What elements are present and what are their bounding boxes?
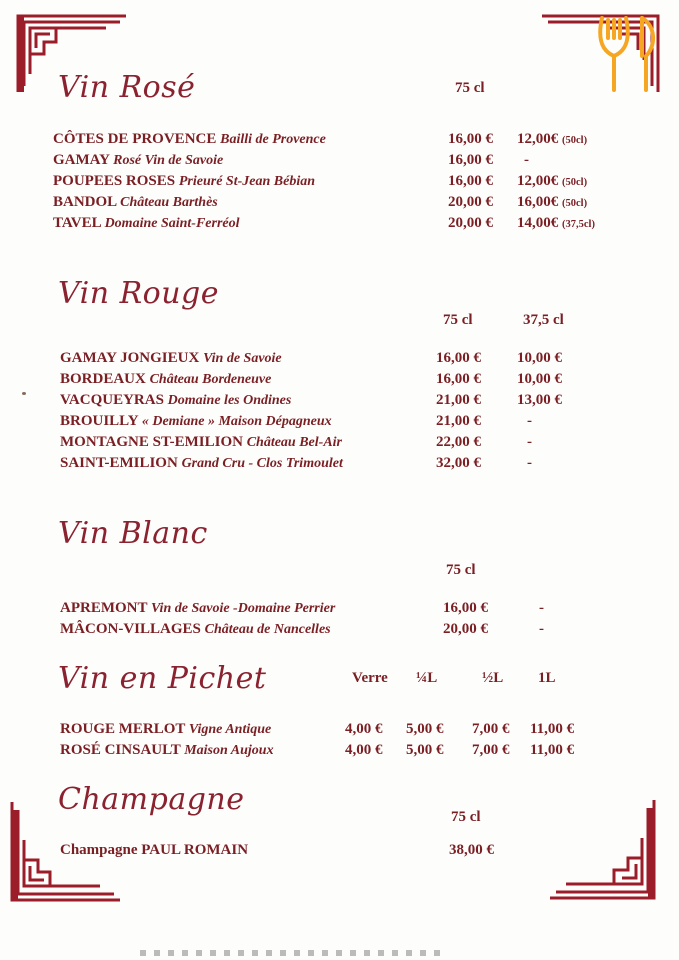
price-37-5cl: 10,00 €	[517, 350, 562, 366]
wine-description: « Demiane » Maison Dépagneux	[141, 414, 332, 429]
corner-ornament-bottom-right	[548, 798, 658, 902]
price-one-litre: 11,00 €	[530, 742, 575, 758]
volume-note: (50cl)	[562, 177, 588, 188]
wine-name: TAVEL	[53, 215, 101, 231]
wine-description: Château Bel-Air	[246, 435, 342, 450]
wine-row	[53, 194, 218, 211]
price-small	[517, 194, 587, 211]
wine-description: Vin de Savoie	[203, 351, 282, 366]
wine-name: VACQUEYRAS	[60, 392, 164, 408]
price-37-5cl: -	[527, 455, 532, 471]
price-75cl: 21,00 €	[436, 413, 481, 429]
price-half-litre: 7,00 €	[472, 742, 510, 758]
wine-name: BROUILLY	[60, 413, 139, 429]
column-header-75cl: 75 cl	[451, 809, 481, 825]
wine-description: Vin de Savoie -Domaine Perrier	[150, 601, 336, 616]
wine-row	[60, 600, 335, 617]
wine-description: Domaine les Ondines	[167, 393, 292, 408]
wine-name: SAINT-EMILION	[60, 455, 178, 471]
price-quarter-litre: 5,00 €	[406, 742, 444, 758]
price-75cl: 38,00 €	[449, 842, 494, 858]
wine-row	[60, 721, 271, 738]
column-header-75cl: 75 cl	[443, 312, 473, 328]
column-header-quarter-litre: ¼L	[416, 670, 438, 686]
wine-name: ROSÉ CINSAULT	[60, 742, 181, 758]
wine-name: BORDEAUX	[60, 371, 146, 387]
wine-description: Rosé Vin de Savoie	[113, 153, 224, 168]
wine-description: Château Bordeneuve	[149, 372, 272, 387]
price-75cl: 21,00 €	[436, 392, 481, 408]
price-small	[517, 131, 587, 148]
wine-name: POUPEES ROSES	[53, 173, 176, 189]
price-verre: 4,00 €	[345, 721, 383, 737]
price-value: 12,00€	[517, 131, 559, 147]
price-small	[517, 215, 595, 232]
price-quarter-litre: 5,00 €	[406, 721, 444, 737]
column-header-37-5cl: 37,5 cl	[523, 312, 564, 328]
column-header-verre: Verre	[352, 670, 388, 686]
price-one-litre: 11,00 €	[530, 721, 575, 737]
price-75cl: 16,00 €	[443, 600, 488, 616]
price-small	[517, 173, 587, 190]
price-37-5cl: -	[527, 434, 532, 450]
wine-description: Grand Cru - Clos Trimoulet	[181, 456, 343, 471]
wine-name: APREMONT	[60, 600, 148, 616]
price-half-litre: 7,00 €	[472, 721, 510, 737]
wine-description: Vigne Antique	[188, 722, 272, 737]
wine-name: CÔTES DE PROVENCE	[53, 131, 217, 147]
wine-name: BANDOL	[53, 194, 117, 210]
price-75cl: 16,00 €	[448, 152, 493, 168]
wine-name: MÂCON-VILLAGES	[60, 621, 201, 637]
price-verre: 4,00 €	[345, 742, 383, 758]
price-75cl: 16,00 €	[448, 173, 493, 189]
scan-edge-marks	[140, 950, 440, 956]
column-header-half-litre: ½L	[482, 670, 504, 686]
wine-row	[60, 842, 248, 859]
volume-note: (50cl)	[562, 135, 588, 146]
wine-name: Champagne PAUL ROMAIN	[60, 842, 249, 858]
price-37-5cl: -	[527, 413, 532, 429]
price-dash: -	[539, 621, 544, 637]
wine-row	[53, 173, 315, 190]
section-title-rouge: Vin Rouge	[58, 276, 220, 311]
scan-speck	[22, 392, 26, 395]
price-75cl: 32,00 €	[436, 455, 481, 471]
wine-description: Prieuré St-Jean Bébian	[178, 174, 315, 189]
section-title-blanc: Vin Blanc	[58, 516, 208, 551]
column-header-75cl: 75 cl	[455, 80, 485, 96]
wine-row	[60, 742, 274, 759]
wine-name: GAMAY	[53, 152, 110, 168]
wine-name: ROUGE MERLOT	[60, 721, 186, 737]
section-title-champagne: Champagne	[58, 782, 245, 817]
wine-row	[60, 434, 342, 451]
price-37-5cl: 10,00 €	[517, 371, 562, 387]
wine-row	[53, 215, 240, 232]
wine-description: Château de Nancelles	[204, 622, 331, 637]
wine-row	[60, 455, 343, 472]
price-75cl: 16,00 €	[436, 371, 481, 387]
section-title-pichet: Vin en Pichet	[58, 661, 267, 696]
volume-note: (37,5cl)	[562, 219, 595, 230]
wine-row	[60, 621, 331, 638]
wine-row	[60, 371, 271, 388]
price-value: 16,00€	[517, 194, 559, 210]
wine-description: Bailli de Provence	[220, 132, 326, 147]
section-title-rose: Vin Rosé	[58, 70, 196, 105]
wine-row	[53, 152, 223, 169]
price-small: -	[524, 152, 529, 168]
wine-row	[60, 413, 332, 430]
price-75cl: 20,00 €	[448, 215, 493, 231]
price-value: 12,00€	[517, 173, 559, 189]
wine-description: Maison Aujoux	[184, 743, 274, 758]
column-header-one-litre: 1L	[538, 670, 556, 686]
price-75cl: 20,00 €	[443, 621, 488, 637]
price-75cl: 20,00 €	[448, 194, 493, 210]
wine-row	[60, 392, 291, 409]
price-37-5cl: 13,00 €	[517, 392, 562, 408]
wine-description: Domaine Saint-Ferréol	[104, 216, 240, 231]
price-value: 14,00€	[517, 215, 559, 231]
wine-description: Château Barthès	[120, 195, 218, 210]
column-header-75cl: 75 cl	[446, 562, 476, 578]
wine-row	[60, 350, 282, 367]
price-75cl: 16,00 €	[436, 350, 481, 366]
price-75cl: 16,00 €	[448, 131, 493, 147]
wine-row	[53, 131, 326, 148]
fork-knife-icon	[594, 12, 664, 99]
price-dash: -	[539, 600, 544, 616]
wine-name: MONTAGNE ST-EMILION	[60, 434, 243, 450]
volume-note: (50cl)	[562, 198, 588, 209]
wine-name: GAMAY JONGIEUX	[60, 350, 200, 366]
price-75cl: 22,00 €	[436, 434, 481, 450]
